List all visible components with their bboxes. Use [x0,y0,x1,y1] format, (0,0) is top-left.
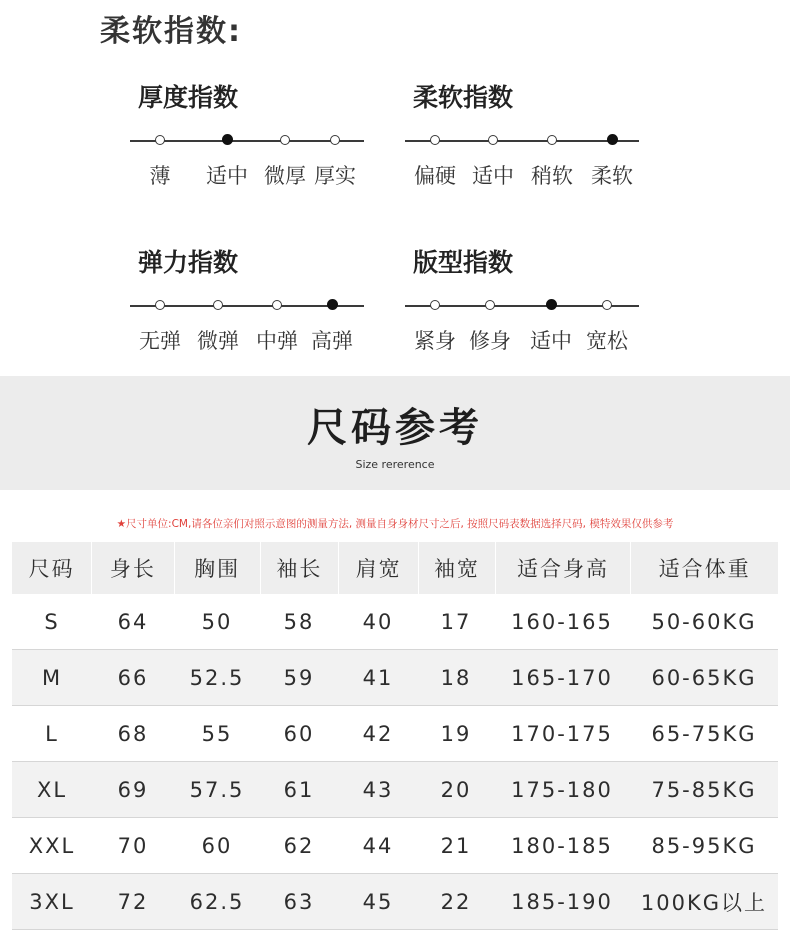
table-cell: 62 [283,833,315,858]
table-cell: 165-170 [511,665,613,690]
banner-subtitle: Size rererence [355,458,435,471]
table-cell: 60 [201,833,233,858]
table-cell: XL [36,777,68,802]
scale-dot [547,135,557,145]
scale-label: 适中 [206,164,248,188]
size-reference-banner [0,376,790,490]
softness-title: 柔软指数: [100,14,242,49]
table-cell: 60 [283,721,315,746]
table-row [12,818,778,874]
table-cell: 21 [440,833,472,858]
scale-dot [430,300,440,310]
table-cell: 20 [440,777,472,802]
scale-dot-active [607,134,618,145]
header-cell: 适合身高 [496,542,632,594]
header-cell: 袖宽 [419,542,495,594]
table-row [12,594,778,650]
scale-dot [272,300,282,310]
scale-label: 柔软 [591,164,633,188]
table-cell: 18 [440,665,472,690]
table-cell: S [44,609,60,634]
table-cell: 160-165 [511,609,613,634]
scale-label: 宽松 [586,329,628,353]
table-cell: 180-185 [511,833,613,858]
scale-name: 弹力指数 [138,248,239,277]
table-header [12,542,778,594]
table-cell: 55 [201,721,233,746]
scale-dot [430,135,440,145]
table-cell: 100KG以上 [640,890,768,915]
scale-dot [488,135,498,145]
table-cell: 44 [362,833,394,858]
scale-label: 中弹 [256,329,298,353]
scale-dot [213,300,223,310]
table-cell: 57.5 [189,777,245,802]
table-cell: 22 [440,889,472,914]
table-cell: 40 [362,609,394,634]
scale-label: 厚实 [314,164,356,188]
table-cell: 69 [117,777,149,802]
scale-name: 柔软指数 [413,83,514,112]
scale-dot [280,135,290,145]
scale-label: 修身 [469,329,511,353]
table-cell: 3XL [29,889,75,914]
table-cell: 175-180 [511,777,613,802]
table-cell: 50 [201,609,233,634]
scale-3 [405,243,645,363]
table-cell: 42 [362,721,394,746]
table-row [12,706,778,762]
table-cell: 45 [362,889,394,914]
banner-title: 尺码参考 [307,405,483,451]
header-cell: 身长 [92,542,174,594]
scale-dot [602,300,612,310]
table-cell: 58 [283,609,315,634]
scale-dot-active [222,134,233,145]
scale-label: 适中 [530,329,572,353]
scale-label: 高弹 [311,329,353,353]
table-cell: 75-85KG [651,777,757,802]
scale-label: 薄 [149,164,171,188]
table-cell: M [41,665,63,690]
table-cell: 72 [117,889,149,914]
table-cell: 19 [440,721,472,746]
scale-name: 厚度指数 [138,83,239,112]
scale-label: 微弹 [197,329,239,353]
scale-label: 紧身 [414,329,456,353]
table-cell: 63 [283,889,315,914]
header-cell: 胸围 [175,542,261,594]
table-cell: 64 [117,609,149,634]
scale-label: 微厚 [264,164,306,188]
table-cell: XXL [28,833,76,858]
table-row [12,650,778,706]
scale-line [405,140,639,142]
scale-dot [155,135,165,145]
header-cell: 适合体重 [658,557,751,581]
scale-label: 适中 [472,164,514,188]
table-cell: 70 [117,833,149,858]
scale-label: 稍软 [531,164,573,188]
table-cell: 59 [283,665,315,690]
scale-label: 偏硬 [414,164,456,188]
scale-dot-active [546,299,557,310]
scale-dot [330,135,340,145]
scale-0 [130,78,370,198]
scale-2 [130,243,370,363]
scale-name: 版型指数 [413,248,514,277]
scale-1 [405,78,645,198]
header-cell: 肩宽 [339,542,419,594]
table-row [12,874,778,930]
table-cell: 68 [117,721,149,746]
table-cell: L [45,721,59,746]
table-cell: 43 [362,777,394,802]
table-cell: 17 [440,609,472,634]
table-cell: 60-65KG [651,665,757,690]
scale-label: 无弹 [139,329,181,353]
header-cell: 尺码 [12,542,92,594]
scale-dot-active [327,299,338,310]
table-cell: 185-190 [511,889,613,914]
table-cell: 41 [362,665,394,690]
scale-line [130,140,364,142]
table-row [12,762,778,818]
header-cell: 袖长 [261,542,339,594]
table-cell: 85-95KG [651,833,757,858]
scale-dot [155,300,165,310]
size-table [12,542,778,930]
table-cell: 50-60KG [651,609,757,634]
table-cell: 52.5 [189,665,245,690]
table-cell: 170-175 [511,721,613,746]
table-cell: 61 [283,777,315,802]
scale-dot [485,300,495,310]
size-note: ★尺寸单位:CM,请各位亲们对照示意图的测量方法, 测量自身身材尺寸之后, 按照尺码表数据选择尺码, 模特效果仅供参考 [116,518,674,530]
table-cell: 62.5 [189,889,245,914]
table-cell: 65-75KG [651,721,757,746]
table-cell: 66 [117,665,149,690]
